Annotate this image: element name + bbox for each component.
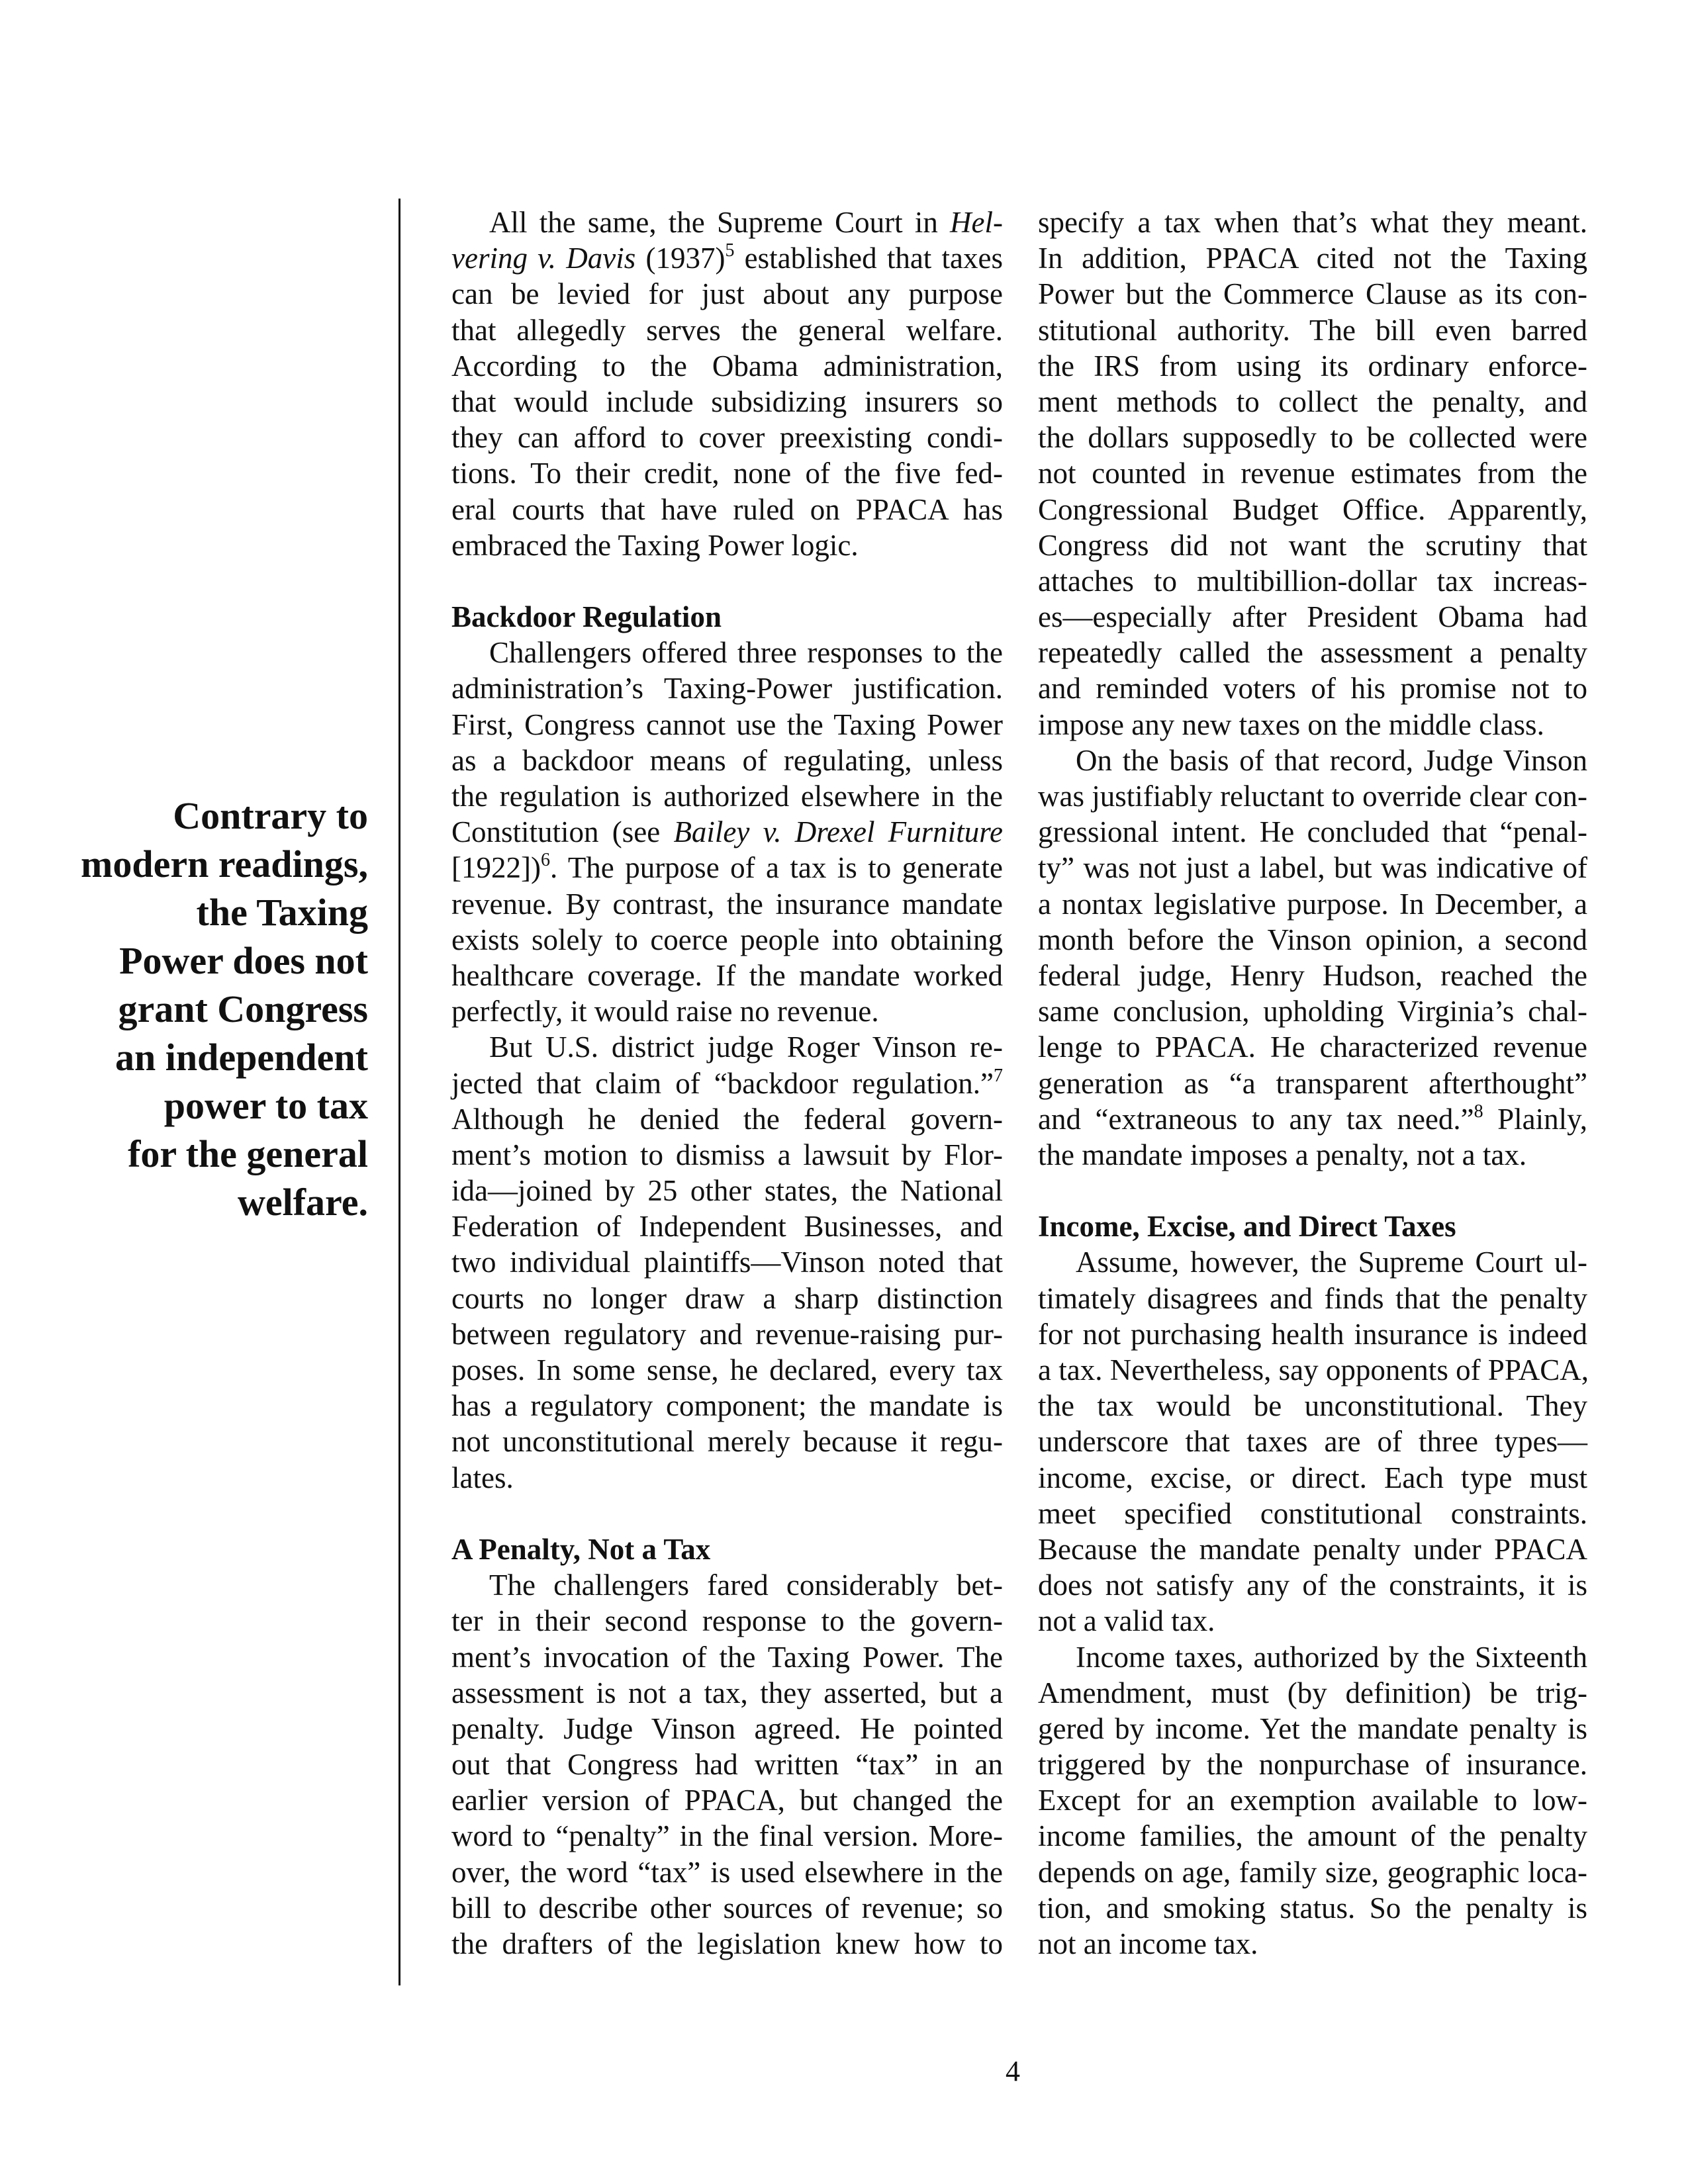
text-line: two individual plaintiffs—Vinson noted that xyxy=(451,1246,1003,1279)
text-line: ment’s invocation of the Taxing Power. The xyxy=(451,1640,1003,1674)
text-run: (1937) xyxy=(635,242,726,275)
footnote-marker: 8 xyxy=(1474,1101,1483,1122)
spacer xyxy=(1038,1173,1587,1208)
paragraph-vinson-record xyxy=(1038,743,1587,1173)
text-line: meet specified constitutional constraints. xyxy=(1038,1496,1587,1530)
page-number: 4 xyxy=(1006,2055,1020,2087)
text-line: First, Congress cannot use the Taxing Power xyxy=(451,707,1003,741)
text-line: Assume, however, the Supreme Court ul- xyxy=(1076,1246,1587,1279)
pull-quote-line: welfare. xyxy=(238,1181,368,1224)
text-line: Except for an exemption available to low- xyxy=(1038,1784,1587,1817)
body-column-left xyxy=(451,205,1003,1962)
text-line: has a regulatory component; the mandate is xyxy=(451,1389,1003,1423)
text-line: stitutional authority. The bill even barred xyxy=(1038,313,1587,347)
text-run: established that taxes xyxy=(734,242,1003,275)
text-line: ida—joined by 25 other states, the National xyxy=(451,1174,1003,1208)
text-line: word to “penalty” in the final version. More- xyxy=(451,1819,1003,1853)
text-line: the regulation is authorized elsewhere in the xyxy=(451,780,1003,813)
text-line: was justifiably reluctant to override clear con- xyxy=(1038,780,1587,813)
text-line: as a backdoor means of regulating, unless xyxy=(451,743,1003,777)
text-line: Income taxes, authorized by the Sixteenth xyxy=(1076,1640,1587,1674)
text-line: bill to describe other sources of revenue; so xyxy=(451,1891,1003,1925)
text-line: earlier version of PPACA, but changed the xyxy=(451,1784,1003,1817)
text-line: federal judge, Henry Hudson, reached the xyxy=(1038,958,1587,992)
text-line: month before the Vinson opinion, a second xyxy=(1038,923,1587,956)
text-line: Challengers offered three responses to the xyxy=(489,636,1003,670)
paragraph-helvering xyxy=(451,205,1003,563)
text-line: out that Congress had written “tax” in an xyxy=(451,1748,1003,1782)
text-line: On the basis of that record, Judge Vinson xyxy=(1076,743,1587,777)
pull-quote xyxy=(53,792,368,1226)
text-line: poses. In some sense, he declared, every tax xyxy=(451,1353,1003,1387)
paragraph-assume xyxy=(1038,1244,1587,1639)
text-line: The challengers fared considerably bet- xyxy=(489,1569,1003,1602)
text-run: All the same, the Supreme Court in xyxy=(489,206,951,239)
case-name-italic: Bailey v. Drexel Furniture xyxy=(673,815,1004,849)
paragraph-specify-tax xyxy=(1038,205,1587,743)
footnote-marker: 5 xyxy=(725,240,735,261)
text-line: ment’s motion to dismiss a lawsuit by Flor- xyxy=(451,1138,1003,1171)
text-line: exists solely to coerce people into obtaining xyxy=(451,923,1003,956)
paragraph-challengers xyxy=(451,635,1003,1029)
text-line: a nontax legislative purpose. In December, a xyxy=(1038,887,1587,921)
spacer xyxy=(451,563,1003,599)
text-line: But U.S. district judge Roger Vinson re- xyxy=(489,1030,1003,1064)
text-line: triggered by the nonpurchase of insurance. xyxy=(1038,1748,1587,1782)
text-line: ty” was not just a label, but was indicative of xyxy=(1038,851,1587,885)
text-line: the tax would be unconstitutional. They xyxy=(1038,1389,1587,1423)
text-line: gered by income. Yet the mandate penalty is xyxy=(1038,1711,1587,1745)
text-line: does not satisfy any of the constraints, it is xyxy=(1038,1569,1587,1602)
text-line: timately disagrees and finds that the penalty xyxy=(1038,1281,1587,1315)
text-line: specify a tax when that’s what they meant. xyxy=(1038,206,1587,239)
text-line: lenge to PPACA. He characterized revenue xyxy=(1038,1030,1587,1064)
text-line: Congressional Budget Office. Apparently, xyxy=(1038,492,1587,526)
text-line xyxy=(451,205,1003,240)
text-line: a tax. Nevertheless, say opponents of PPACA, xyxy=(1038,1353,1589,1387)
pull-quote-line: grant Congress xyxy=(118,987,368,1030)
spacer xyxy=(451,1496,1003,1531)
text-line: underscore that taxes are of three types— xyxy=(1038,1425,1587,1459)
text-line: not an income tax. xyxy=(1038,1927,1258,1960)
text-line: ter in their second response to the govern- xyxy=(451,1604,1003,1638)
text-line: In addition, PPACA cited not the Taxing xyxy=(1038,242,1587,275)
text-line: not counted in revenue estimates from the xyxy=(1038,457,1587,490)
paragraph-vinson xyxy=(451,1029,1003,1495)
text-line: Because the mandate penalty under PPACA xyxy=(1038,1532,1587,1566)
text-run: Constitution (see xyxy=(451,815,674,849)
text-line xyxy=(451,240,1003,276)
text-line: not a valid tax. xyxy=(1038,1604,1215,1638)
text-run: . The purpose of a tax is to generate xyxy=(549,851,1003,885)
text-line: depends on age, family size, geographic loca- xyxy=(1038,1855,1587,1889)
text-run: jected that claim of “backdoor regulation.” xyxy=(451,1066,994,1100)
text-line xyxy=(1038,1101,1587,1137)
text-line: and reminded voters of his promise not to xyxy=(1038,672,1587,705)
case-name-italic: vering v. Davis xyxy=(451,242,636,275)
text-line: can be levied for just about any purpose xyxy=(451,277,1003,311)
text-line: gressional intent. He concluded that “penal- xyxy=(1038,815,1587,849)
text-line: eral courts that have ruled on PPACA has xyxy=(451,492,1003,526)
section-heading-backdoor-regulation: Backdoor Regulation xyxy=(451,600,722,634)
text-line xyxy=(451,850,1003,886)
pull-quote-line: for the general xyxy=(128,1132,368,1175)
paragraph-income-taxes xyxy=(1038,1639,1587,1962)
pull-quote-line: the Taxing xyxy=(196,891,368,934)
section-heading-penalty-not-tax: A Penalty, Not a Tax xyxy=(451,1532,711,1566)
text-line: Amendment, must (by definition) be trig- xyxy=(1038,1676,1587,1709)
text-line: perfectly, it would raise no revenue. xyxy=(451,995,879,1028)
text-line: tion, and smoking status. So the penalty is xyxy=(1038,1891,1587,1925)
text-line: the mandate imposes a penalty, not a tax. xyxy=(1038,1138,1527,1171)
text-line: income families, the amount of the penalty xyxy=(1038,1819,1587,1853)
text-line: Federation of Independent Businesses, and xyxy=(451,1210,1003,1244)
text-line: for not purchasing health insurance is indeed xyxy=(1038,1317,1587,1351)
text-line: According to the Obama administration, xyxy=(451,349,1003,383)
text-line: the dollars supposedly to be collected were xyxy=(1038,421,1587,455)
text-line: ment methods to collect the penalty, and xyxy=(1038,385,1587,418)
text-line: they can afford to cover preexisting condi- xyxy=(451,421,1003,455)
footnote-marker: 7 xyxy=(994,1065,1003,1086)
pull-quote-line: an independent xyxy=(115,1036,368,1079)
body-column-right xyxy=(1038,205,1587,1962)
text-line: Power but the Commerce Clause as its con- xyxy=(1038,277,1587,311)
text-line: penalty. Judge Vinson agreed. He pointed xyxy=(451,1711,1003,1745)
section-heading-income-excise-direct: Income, Excise, and Direct Taxes xyxy=(1038,1210,1456,1244)
text-line: Congress did not want the scrutiny that xyxy=(1038,528,1587,562)
text-line: the IRS from using its ordinary enforce- xyxy=(1038,349,1587,383)
text-run: Plainly, xyxy=(1483,1102,1587,1136)
case-name-italic: Hel- xyxy=(950,206,1003,239)
text-line: over, the word “tax” is used elsewhere in the xyxy=(451,1855,1003,1889)
text-run: [1922]) xyxy=(451,851,541,885)
text-line: impose any new taxes on the middle class. xyxy=(1038,707,1544,741)
text-line: that would include subsidizing insurers so xyxy=(451,385,1003,418)
text-line: tions. To their credit, none of the five fed- xyxy=(451,457,1003,490)
text-line: Although he denied the federal govern- xyxy=(451,1102,1003,1136)
text-line: between regulatory and revenue-raising pur- xyxy=(451,1317,1003,1351)
text-line: revenue. By contrast, the insurance mandate xyxy=(451,887,1003,921)
text-line: assessment is not a tax, they asserted, but a xyxy=(451,1676,1003,1709)
text-line: attaches to multibillion-dollar tax increas- xyxy=(1038,564,1587,598)
text-line: es—especially after President Obama had xyxy=(1038,600,1587,634)
text-line: courts no longer draw a sharp distinction xyxy=(451,1281,1003,1315)
text-line: the drafters of the legislation knew how to xyxy=(451,1927,1003,1960)
pull-quote-line: power to tax xyxy=(164,1084,368,1127)
pull-quote-line: Contrary to xyxy=(173,794,368,837)
text-line: generation as “a transparent afterthought” xyxy=(1038,1066,1587,1100)
footnote-marker: 6 xyxy=(540,850,550,871)
text-line: embraced the Taxing Power logic. xyxy=(451,528,859,562)
text-line xyxy=(451,1066,1003,1101)
pull-quote-line: modern readings, xyxy=(81,842,368,886)
text-line xyxy=(451,814,1003,850)
paragraph-penalty xyxy=(451,1567,1003,1962)
text-line: income, excise, or direct. Each type must xyxy=(1038,1461,1587,1494)
text-line: same conclusion, upholding Virginia’s chal- xyxy=(1038,995,1587,1028)
text-line: healthcare coverage. If the mandate worked xyxy=(451,958,1003,992)
text-run: and “extraneous to any tax need.” xyxy=(1038,1102,1474,1136)
text-line: administration’s Taxing-Power justification. xyxy=(451,672,1003,705)
text-line: not unconstitutional merely because it regu- xyxy=(451,1425,1003,1459)
text-line: that allegedly serves the general welfare. xyxy=(451,313,1003,347)
pull-quote-line: Power does not xyxy=(119,939,368,982)
text-line: lates. xyxy=(451,1461,514,1494)
vertical-divider-rule xyxy=(399,199,400,1985)
text-line: repeatedly called the assessment a penalty xyxy=(1038,636,1587,670)
